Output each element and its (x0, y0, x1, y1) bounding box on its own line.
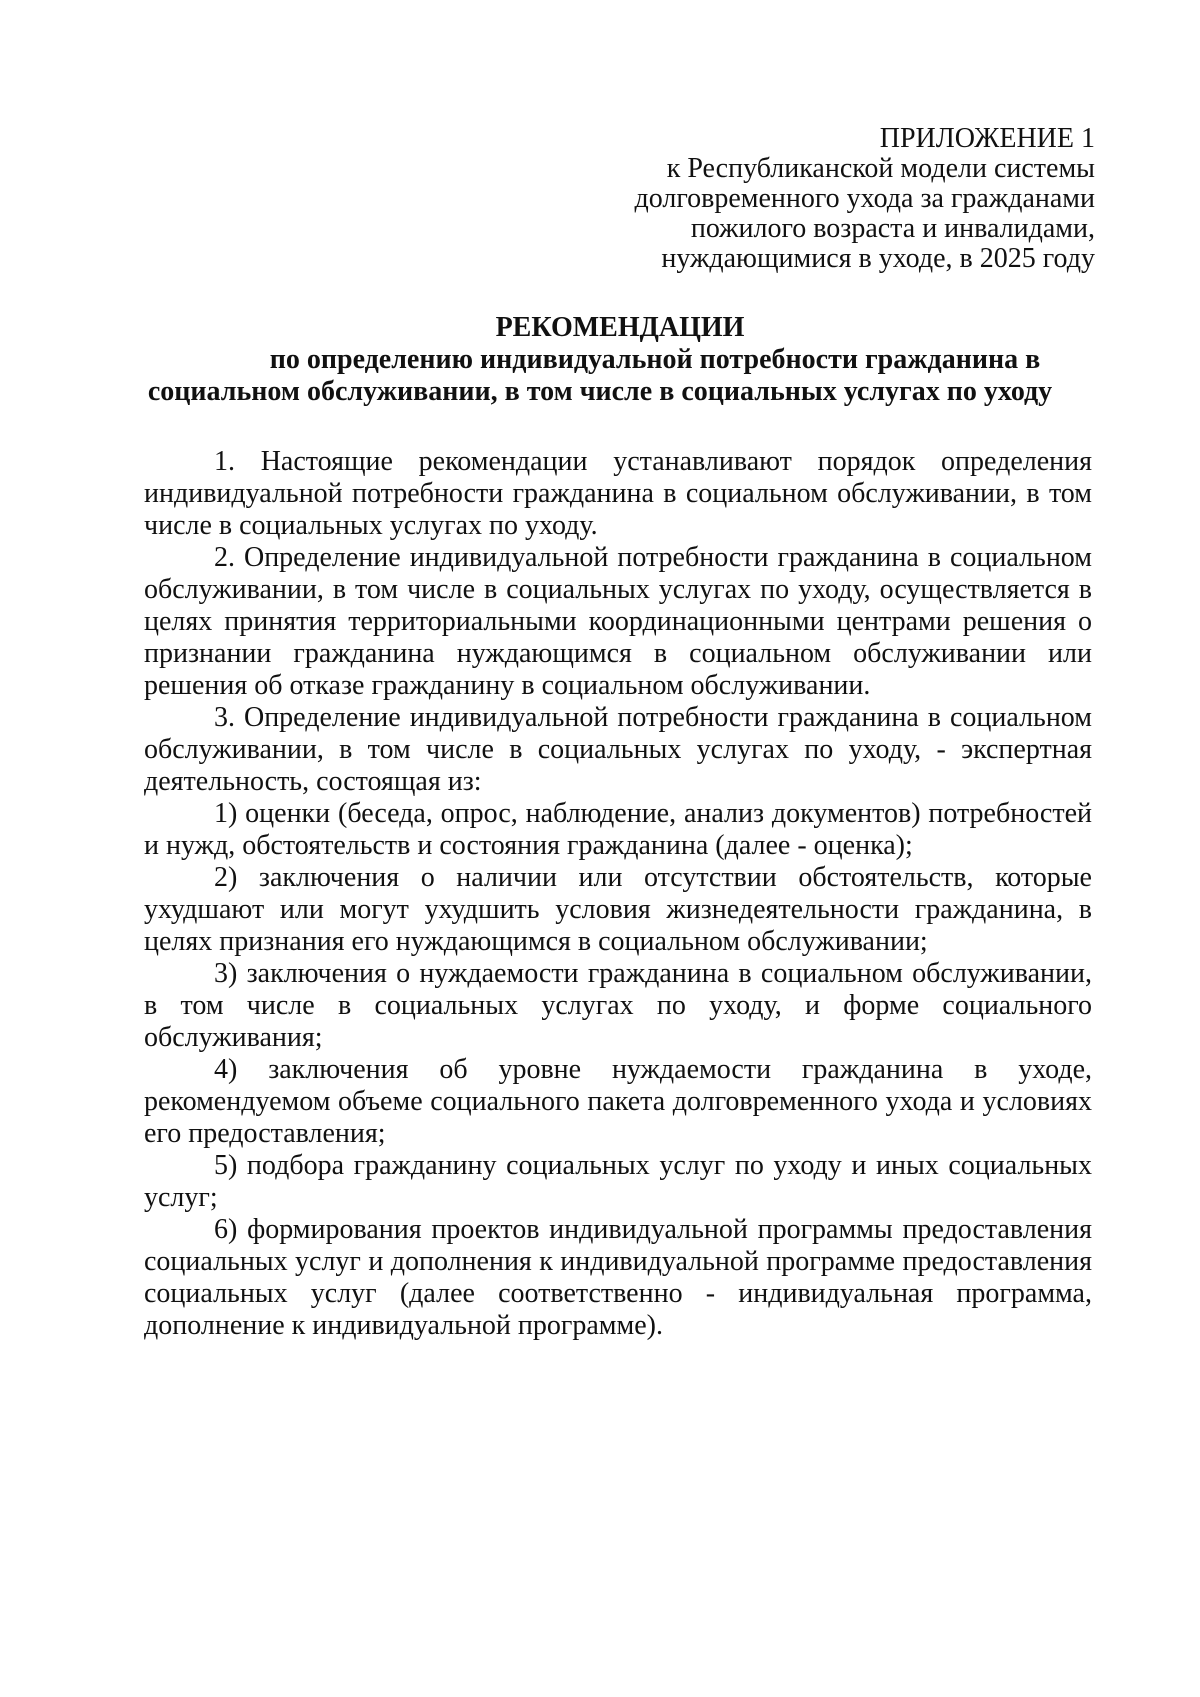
paragraph: 1. Настоящие рекомендации устанавливают порядок определения индивидуальной потребности гражданина в социальном обслуживании, в том числе в социальных услугах по уходу. (144, 446, 1092, 541)
title-heading: РЕКОМЕНДАЦИИ (495, 312, 745, 343)
list-item: 6) формирования проектов индивидуальной программы предоставления социальных услуг и дополнения к индивидуальной программе предоставления социальных услуг (далее соответственно - индивидуальная программа, дополнение к индивидуальной программе). (144, 1214, 1092, 1341)
title-subtitle-line: по определению индивидуальной потребности гражданина в (269, 344, 1041, 375)
document-title (120, 312, 1080, 408)
document-body (144, 446, 1092, 1342)
list-item: 1) оценки (беседа, опрос, наблюдение, анализ документов) потребностей и нужд, обстоятельств и состояния гражданина (далее - оценка); (144, 798, 1092, 861)
title-subtitle-line: социальном обслуживании, в том числе в социальных услугах по уходу (147, 376, 1053, 407)
annex-header (395, 124, 1095, 274)
annex-reference-line: долговременного ухода за гражданами (634, 183, 1095, 214)
annex-reference-line: пожилого возраста и инвалидами, (690, 213, 1095, 244)
list-item: 4) заключения об уровне нуждаемости гражданина в уходе, рекомендуемом объеме социального пакета долговременного ухода и условиях его предоставления; (144, 1054, 1092, 1149)
paragraph: 3. Определение индивидуальной потребности гражданина в социальном обслуживании, в том числе в социальных услугах по уходу, - экспертная деятельность, состоящая из: (144, 702, 1092, 797)
annex-number: ПРИЛОЖЕНИЕ 1 (879, 123, 1095, 154)
annex-reference-line: нуждающимися в уходе, в 2025 году (661, 243, 1095, 274)
annex-reference-line: к Республиканской модели системы (666, 153, 1095, 184)
paragraph: 2. Определение индивидуальной потребности гражданина в социальном обслуживании, в том числе в социальных услугах по уходу, осуществляется в целях принятия территориальными координационными центрами решения о признании гражданина нуждающимся в социальном обслуживании или решения об отказе гражданину в социальном обслуживании. (144, 542, 1092, 701)
list-item: 5) подбора гражданину социальных услуг по уходу и иных социальных услуг; (144, 1150, 1092, 1213)
list-item: 3) заключения о нуждаемости гражданина в социальном обслуживании, в том числе в социальных услугах по уходу, и форме социального обслуживания; (144, 958, 1092, 1053)
list-item: 2) заключения о наличии или отсутствии обстоятельств, которые ухудшают или могут ухудшить условия жизнедеятельности гражданина, в целях признания его нуждающимся в социальном обслуживании; (144, 862, 1092, 957)
